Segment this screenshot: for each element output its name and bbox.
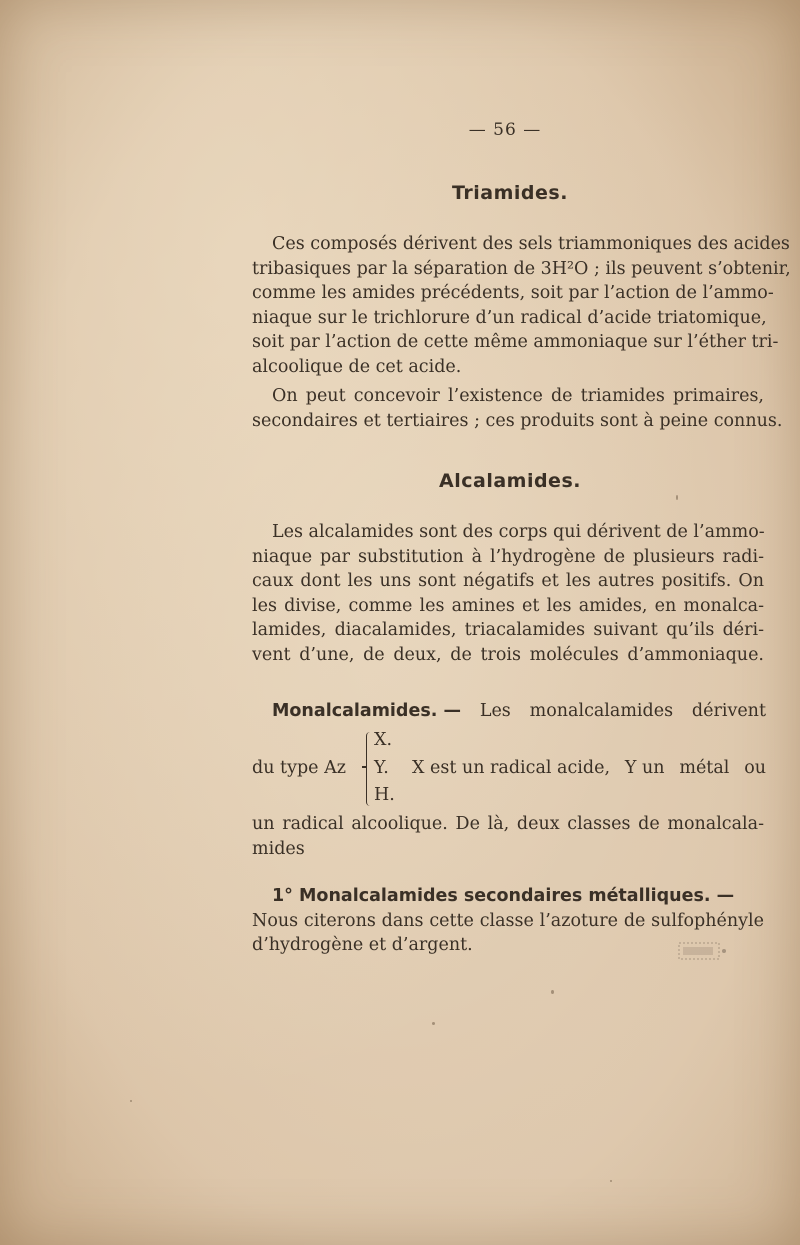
text-line: mides xyxy=(252,838,305,859)
formula-explanation xyxy=(412,758,766,778)
paragraph-alcalamides-definition xyxy=(252,520,764,668)
type-formula xyxy=(252,730,766,810)
section-heading-triamides: Triamides. xyxy=(452,182,568,204)
paragraph-triamides-definition xyxy=(252,232,791,380)
run-in-heading-secondaires: 1° Monalcalamides secondaires métalliques. — xyxy=(272,886,735,906)
formula-variable: H. xyxy=(374,785,395,805)
text-word: monalcalamides xyxy=(529,701,674,721)
library-stamp-icon xyxy=(678,940,730,962)
section-heading-alcalamides: Alcalamides. xyxy=(439,470,581,492)
formula-variable: X. xyxy=(374,730,393,750)
paper-speck xyxy=(130,1100,132,1102)
paper-speck xyxy=(610,1180,612,1182)
text-line: alcoolique de cet acide. xyxy=(252,356,462,377)
text-line: On peut concevoir l’existence de triamides primaires, xyxy=(272,386,764,406)
text-line: caux dont les uns sont négatifs et les autres positifs. On xyxy=(252,571,764,592)
text-line: vent d’une, de deux, de trois molécules d’ammoniaque. xyxy=(252,644,764,665)
text-word: métal xyxy=(679,758,730,778)
text-line: un radical alcoolique. De là, deux classes de monalcala- xyxy=(252,814,764,834)
text-word: dérivent xyxy=(691,701,766,721)
text-line: comme les amides précédents, soit par l’action de l’ammo- xyxy=(252,283,774,304)
run-in-heading-monalcalamides: Monalcalamides. — xyxy=(272,701,461,721)
paper-speck xyxy=(551,990,554,994)
text-line: lamides, diacalamides, triacalamides suivant qu’ils déri- xyxy=(252,620,764,641)
paper-speck xyxy=(432,1022,435,1025)
text-line: secondaires et tertiaires ; ces produits sont à peine connus. xyxy=(252,410,783,431)
formula-variable: Y. xyxy=(374,758,389,778)
text-word: Les xyxy=(479,701,511,721)
text-line: soit par l’action de cette même ammoniaque sur l’éther tri- xyxy=(252,332,779,353)
brace-tip xyxy=(362,766,367,768)
text-word: ou xyxy=(744,758,766,778)
text-line: niaque par substitution à l’hydrogène de plusieurs radi- xyxy=(252,546,764,567)
text-line: Ces composés dérivent des sels triammoniques des acides xyxy=(272,234,790,254)
text-line: les divise, comme les amines et les amides, en monalca- xyxy=(252,595,764,616)
monalcalamides-heading-line xyxy=(272,701,766,721)
curly-brace-icon xyxy=(366,732,373,806)
text-line: tribasiques par la séparation de 3H²O ; ils peuvent s’obtenir, xyxy=(252,258,791,279)
page-number: — 56 — xyxy=(468,120,542,140)
paper-speck xyxy=(676,495,678,500)
formula-prefix: du type Az xyxy=(252,758,346,778)
text-line: Nous citerons dans cette classe l’azoture de sulfophényle xyxy=(252,910,764,931)
text-word: Y un xyxy=(624,758,665,778)
paragraph-monalcalamides-continuation xyxy=(252,812,764,861)
text-line: Les alcalamides sont des corps qui dérivent de l’ammo- xyxy=(272,522,765,542)
paragraph-triamides-types xyxy=(252,384,783,433)
text-line: d’hydrogène et d’argent. xyxy=(252,935,473,956)
text-line: niaque sur le trichlorure d’un radical d’acide triatomique, xyxy=(252,307,767,328)
text-word: X est un radical acide, xyxy=(412,758,611,778)
